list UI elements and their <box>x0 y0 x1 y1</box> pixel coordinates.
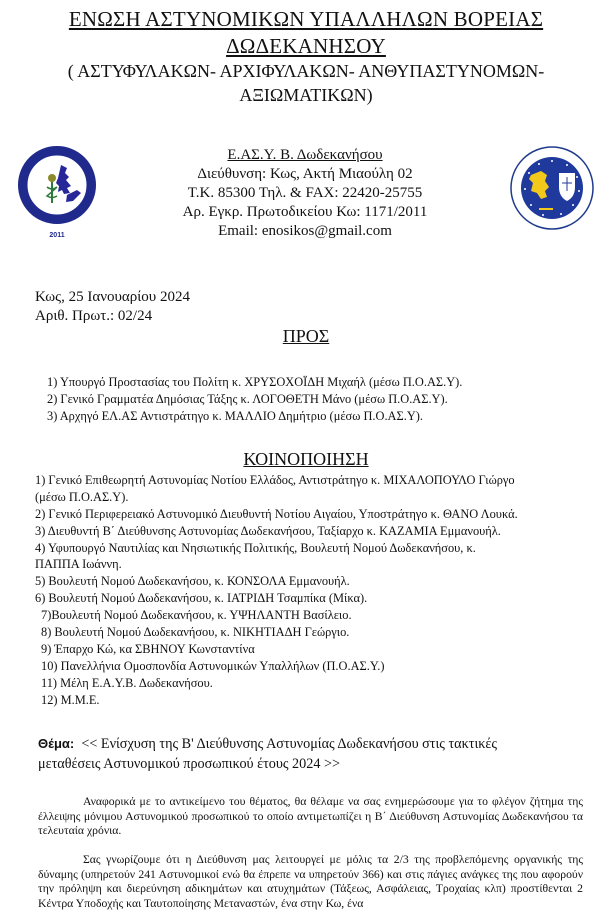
notification-item: 10) Πανελλήνια Ομοσπονδία Αστυνομικών Υπαλλήλων (Π.Ο.ΑΣ.Υ.) <box>41 659 385 673</box>
notification-item: 1) Γενικό Επιθεωρητή Αστυνομίας Νοτίου Ελλάδος, Αντιστράτηγο κ. ΜΙΧΑΛΟΠΟΥΛΟ Γιώργο <box>35 473 515 487</box>
notification-item: 8) Βουλευτή Νομού Δωδεκανήσου, κ. ΝΙΚΗΤΙΑΔΗ Γεώργιο. <box>41 625 350 639</box>
court-registry: Αρ. Εγκρ. Πρωτοδικείου Κω: 1171/2011 <box>182 204 428 220</box>
header-subtitle-line2: ΑΞΙΩΜΑΤΙΚΩΝ) <box>239 85 373 105</box>
notification-item: 5) Βουλευτή Νομού Δωδεκανήσου, κ. ΚΟΝΣΟΛΑ Εμμανουήλ. <box>35 574 350 588</box>
notification-title: ΚΟΙΝΟΠΟΙΗΣΗ <box>243 449 369 469</box>
notification-item: 9) Έπαρχο Κώ, κα ΣΒΗΝΟΥ Κωνσταντίνα <box>41 642 255 656</box>
notification-item: 3) Διευθυντή Β΄ Διεύθυνσης Αστυνομίας Δωδεκανήσου, Ταξίαρχο κ. ΚΑΖΑΜΙΑ Εμμανουήλ. <box>35 524 501 538</box>
recipient-item: 3) Αρχηγό ΕΛ.ΑΣ Αντιστράτηγο κ. ΜΑΛΛΙΟ Δημήτριο (μέσω Π.Ο.ΑΣ.Υ). <box>47 409 423 423</box>
letter-date: Κως, 25 Ιανουαρίου 2024 <box>35 289 190 305</box>
notification-item-continued: ΠΑΠΠΑ Ιωάννη. <box>35 557 122 571</box>
subject-label: Θέμα: <box>38 736 75 751</box>
header-subtitle-line1: ( ΑΣΤΥΦΥΛΑΚΩΝ- ΑΡΧΙΦΥΛΑΚΩΝ- ΑΝΘΥΠΑΣΤΥΝΟΜΩΝ- <box>67 61 545 81</box>
notification-item: 6) Βουλευτή Νομού Δωδεκανήσου, κ. ΙΑΤΡΙΔΗ Τσαμπίκα (Μίκα). <box>35 591 368 605</box>
email[interactable]: Email: enosikos@gmail.com <box>218 223 392 239</box>
body-paragraph-2: Σας γνωρίζουμε ότι η Διεύθυνση μας λειτουργεί με μόλις τα 2/3 της προβλεπόμενης οργανικής της δύναμης (υπηρετούν 241 Αστυνομικοί ενώ θα έπρεπε να υπηρετούν 366) και στις πάγιες ανάγκες της που αφορούν την πρόληψη και διερεύνηση αδικημάτων και ατυχημάτων (Τάξεως, Ασφάλειας, Τροχαίας κλπ) προστίθενται 2 Κέντρα Υποδοχής και Ταυτοποίησης Μεταναστών, ένα στην Κω, ένα <box>38 853 583 910</box>
subject-block <box>38 734 598 774</box>
notification-item-continued: (μέσω Π.Ο.ΑΣ.Υ). <box>35 490 129 504</box>
recipient-item: 2) Γενικό Γραμματέα Δημόσιας Τάξης κ. ΛΟΓΟΘΕΤΗ Μάνο (μέσω Π.Ο.ΑΣ.Υ). <box>47 392 448 406</box>
svg-text:2011: 2011 <box>49 232 65 239</box>
federation-logo-icon <box>509 145 595 231</box>
protocol-number: Αριθ. Πρωτ.: 02/24 <box>35 308 153 324</box>
notification-item: 4) Υφυπουργό Ναυτιλίας και Νησιωτικής Πολιτικής, Βουλευτή Νομού Δωδεκανήσου, κ. <box>35 541 476 555</box>
address: Διεύθυνση: Κως, Ακτή Μιαούλη 02 <box>197 166 413 182</box>
org-name: Ε.ΑΣ.Υ. Β. Δωδεκανήσου <box>227 147 383 163</box>
recipients-title: ΠΡΟΣ <box>282 326 330 346</box>
notification-item: 2) Γενικό Περιφερειακό Αστυνομικό Διευθυντή Νοτίου Αιγαίου, Υποστράτηγο κ. ΘΑΝΟ Λουκά. <box>35 507 518 521</box>
phone-fax: Τ.Κ. 85300 Τηλ. & FAX: 22420-25755 <box>187 185 423 201</box>
notification-item: 7)Βουλευτή Νομού Δωδεκανήσου, κ. ΥΨΗΛΑΝΤΗ Βασίλειο. <box>41 608 352 622</box>
recipient-item: 1) Υπουργό Προστασίας του Πολίτη κ. ΧΡΥΣΟΧΟΪΔΗ Μιχαήλ (μέσω Π.Ο.ΑΣ.Υ). <box>47 375 463 389</box>
notification-item: 12) Μ.Μ.Ε. <box>41 693 100 707</box>
header-title-line1: ΕΝΩΣΗ ΑΣΤΥΝΟΜΙΚΩΝ ΥΠΑΛΛΗΛΩΝ ΒΟΡΕΙΑΣ <box>68 7 544 31</box>
subject-line2: μεταθέσεις Αστυνομικού προσωπικού έτους 2024 >> <box>38 756 340 772</box>
header-title-line2: ΔΩΔΕΚΑΝΗΣΟΥ <box>226 34 386 58</box>
subject-line1: << Ενίσχυση της Β' Διεύθυνσης Αστυνομίας Δωδεκανήσου στις τακτικές <box>81 736 497 752</box>
contact-block <box>180 146 430 241</box>
body-paragraph-1: Αναφορικά με το αντικείμενο του θέματος, θα θέλαμε να σας ενημερώσουμε για το φλέγον ζήτημα της έλλειψης μόνιμου Αστυνομικού προσωπικού το οποίο αντιμετωπίζει η Β΄ Διεύθυνση Αστυνομίας Δωδεκανήσου τα τελευταία χρόνια. <box>38 795 583 838</box>
association-logo-icon <box>17 143 97 243</box>
notification-item: 11) Μέλη Ε.Α.Υ.Β. Δωδεκανήσου. <box>41 676 213 690</box>
